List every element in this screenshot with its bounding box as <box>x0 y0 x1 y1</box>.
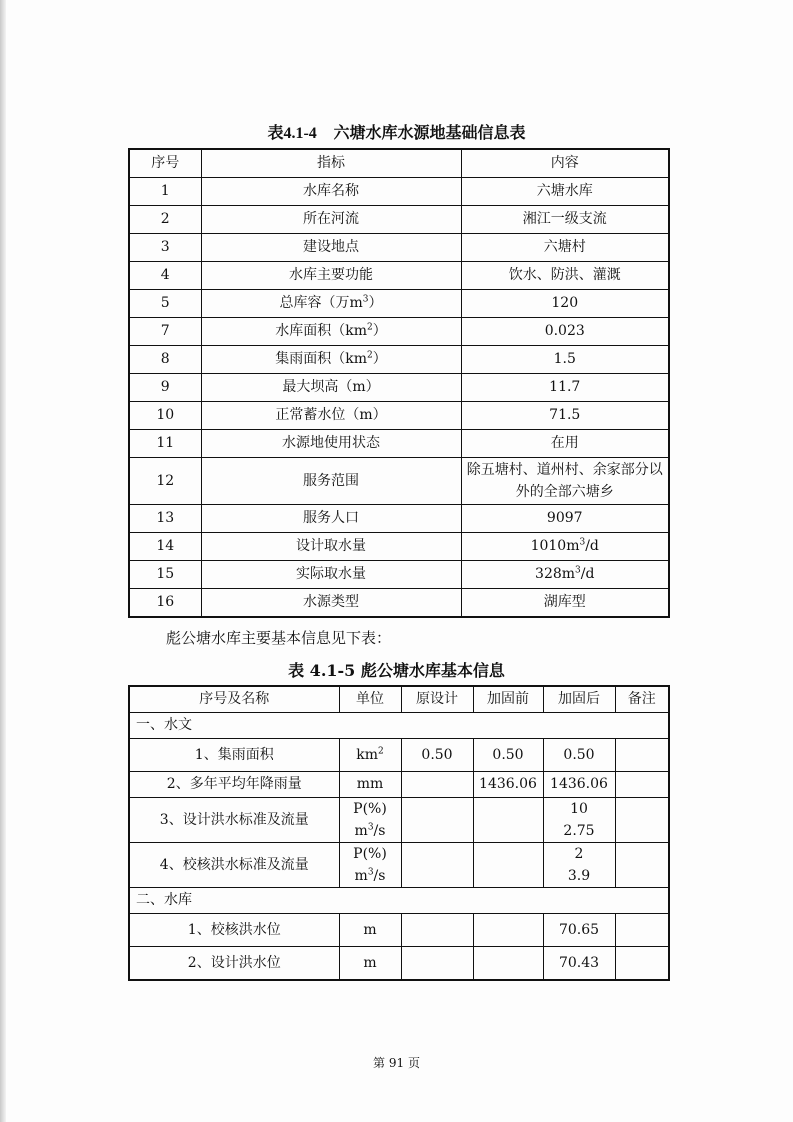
superscript: 3 <box>575 565 581 576</box>
table-row <box>129 234 669 262</box>
row-content: 饮水、防洪、灌溉 <box>461 262 669 290</box>
table-row <box>129 843 669 888</box>
unit-tail: /s <box>373 868 386 884</box>
item-text: 集雨面积（km <box>275 351 368 367</box>
row-number: 16 <box>129 589 201 618</box>
row-original <box>401 772 473 798</box>
table-row <box>129 318 669 346</box>
row-unit <box>339 739 401 772</box>
table-row <box>129 914 669 947</box>
section-row <box>129 713 669 739</box>
row-number: 2 <box>129 206 201 234</box>
row-item: 最大坝高（m） <box>201 374 461 402</box>
row-content: 120 <box>461 290 669 318</box>
content-line: 除五塘村、道州村、余家部分以 <box>466 462 663 478</box>
header-cell: 加固前 <box>473 686 543 713</box>
scan-edge-shadow <box>0 0 6 1122</box>
row-content: 湘江一级支流 <box>461 206 669 234</box>
table2-caption: 表 4.1-5 彪公塘水库基本信息 <box>288 661 505 680</box>
row-item <box>201 346 461 374</box>
header-cell: 内容 <box>461 149 669 178</box>
row-unit: mm <box>339 772 401 798</box>
table-row <box>129 430 669 458</box>
reservoir-info-table <box>128 148 670 618</box>
unit-text: m <box>354 823 368 839</box>
row-before <box>473 798 543 843</box>
row-item: 水源类型 <box>201 589 461 618</box>
table-row <box>129 206 669 234</box>
row-unit: m <box>339 947 401 981</box>
table-row <box>129 561 669 589</box>
row-original: 0.50 <box>401 739 473 772</box>
row-item: 实际取水量 <box>201 561 461 589</box>
header-cell: 原设计 <box>401 686 473 713</box>
row-content: 71.5 <box>461 402 669 430</box>
row-number: 4 <box>129 262 201 290</box>
row-number: 5 <box>129 290 201 318</box>
row-number: 9 <box>129 374 201 402</box>
section-heading: 一、水文 <box>129 713 669 739</box>
header-cell: 序号 <box>129 149 201 178</box>
row-item: 正常蓄水位（m） <box>201 402 461 430</box>
row-after: 70.65 <box>543 914 615 947</box>
row-number: 7 <box>129 318 201 346</box>
row-original <box>401 914 473 947</box>
superscript: 3 <box>367 822 374 833</box>
row-note <box>615 798 669 843</box>
row-item: 水源地使用状态 <box>201 430 461 458</box>
table-row <box>129 290 669 318</box>
row-number: 13 <box>129 505 201 533</box>
row-note <box>615 914 669 947</box>
after-line: 2.75 <box>563 823 595 839</box>
row-number: 1 <box>129 178 201 206</box>
row-before <box>473 947 543 981</box>
row-item: 服务人口 <box>201 505 461 533</box>
row-content: 湖库型 <box>461 589 669 618</box>
unit-line: P(%) <box>353 846 387 862</box>
row-number: 15 <box>129 561 201 589</box>
row-number: 14 <box>129 533 201 561</box>
row-note <box>615 947 669 981</box>
unit-line <box>342 865 399 887</box>
header-cell: 序号及名称 <box>129 686 339 713</box>
biaogongtang-info-table <box>128 685 670 981</box>
row-content: 9097 <box>461 505 669 533</box>
row-after: 0.50 <box>543 739 615 772</box>
row-content: 1.5 <box>461 346 669 374</box>
table-row <box>129 798 669 843</box>
table-row <box>129 505 669 533</box>
row-original <box>401 798 473 843</box>
row-item <box>201 290 461 318</box>
superscript: 2 <box>367 350 373 361</box>
unit-tail: /s <box>373 823 386 839</box>
row-name: 1、校核洪水位 <box>129 914 339 947</box>
row-content <box>461 533 669 561</box>
row-item: 服务范围 <box>201 458 461 505</box>
row-after <box>543 843 615 888</box>
superscript: 3 <box>579 537 586 548</box>
row-content: 11.7 <box>461 374 669 402</box>
unit-text: km <box>356 746 379 763</box>
content-line: 外的全部六塘乡 <box>515 484 614 500</box>
row-after: 1436.06 <box>543 772 615 798</box>
item-tail: ） <box>368 295 383 311</box>
content-text: 1010m <box>530 538 580 554</box>
row-name: 2、多年平均年降雨量 <box>129 772 339 798</box>
row-name: 1、集雨面积 <box>129 739 339 772</box>
row-after: 70.43 <box>543 947 615 981</box>
row-note <box>615 843 669 888</box>
superscript: 3 <box>367 867 374 878</box>
row-item: 水库名称 <box>201 178 461 206</box>
row-before: 0.50 <box>473 739 543 772</box>
table-row <box>129 374 669 402</box>
row-before <box>473 914 543 947</box>
table1-caption-title: 六塘水库水源地基础信息表 <box>333 123 526 142</box>
table-row <box>129 402 669 430</box>
header-cell: 指标 <box>201 149 461 178</box>
table-row <box>129 772 669 798</box>
table1-caption-number: 表4.1-4 <box>267 125 317 142</box>
table-row <box>129 739 669 772</box>
table-row <box>129 947 669 981</box>
row-original <box>401 947 473 981</box>
section-row <box>129 888 669 914</box>
header-cell: 加固后 <box>543 686 615 713</box>
superscript: 3 <box>362 294 369 305</box>
after-line: 3.9 <box>567 868 591 884</box>
header-cell: 单位 <box>339 686 401 713</box>
row-unit <box>339 798 401 843</box>
unit-line: P(%) <box>353 801 387 817</box>
row-name: 2、设计洪水位 <box>129 947 339 981</box>
section-heading: 二、水库 <box>129 888 669 914</box>
table-row <box>129 262 669 290</box>
row-note <box>615 739 669 772</box>
intro-paragraph: 彪公塘水库主要基本信息见下表： <box>166 629 392 647</box>
row-item <box>201 318 461 346</box>
row-after <box>543 798 615 843</box>
row-name: 3、设计洪水标准及流量 <box>129 798 339 843</box>
row-number: 11 <box>129 430 201 458</box>
row-content <box>461 561 669 589</box>
row-note <box>615 772 669 798</box>
table-header-row <box>129 686 669 713</box>
page-number: 第 91 页 <box>373 1056 420 1070</box>
row-unit: m <box>339 914 401 947</box>
row-before: 1436.06 <box>473 772 543 798</box>
after-line: 10 <box>570 801 588 817</box>
row-original <box>401 843 473 888</box>
row-number: 12 <box>129 458 201 505</box>
row-name: 4、校核洪水标准及流量 <box>129 843 339 888</box>
row-content: 0.023 <box>461 318 669 346</box>
row-number: 3 <box>129 234 201 262</box>
table-row <box>129 346 669 374</box>
table-row <box>129 178 669 206</box>
table-header-row <box>129 149 669 178</box>
item-tail: ） <box>372 323 387 339</box>
row-content <box>461 458 669 505</box>
content-tail: /d <box>585 538 599 554</box>
row-item: 水库主要功能 <box>201 262 461 290</box>
table-row <box>129 458 669 505</box>
row-item: 所在河流 <box>201 206 461 234</box>
unit-line <box>342 820 399 842</box>
content-tail: /d <box>580 566 595 582</box>
item-text: 水库面积（km <box>275 323 368 339</box>
superscript: 2 <box>378 745 384 756</box>
row-item: 建设地点 <box>201 234 461 262</box>
row-content: 六塘村 <box>461 234 669 262</box>
row-item: 设计取水量 <box>201 533 461 561</box>
row-content: 在用 <box>461 430 669 458</box>
item-tail: ） <box>372 351 387 367</box>
table1-caption <box>0 120 793 143</box>
row-number: 8 <box>129 346 201 374</box>
row-content: 六塘水库 <box>461 178 669 206</box>
unit-text: m <box>354 868 368 884</box>
row-number: 10 <box>129 402 201 430</box>
item-text: 总库容（万m <box>279 295 363 311</box>
row-before <box>473 843 543 888</box>
table-row <box>129 533 669 561</box>
content-text: 328m <box>535 566 576 582</box>
row-unit <box>339 843 401 888</box>
superscript: 2 <box>367 322 373 333</box>
table-row <box>129 589 669 618</box>
header-cell: 备注 <box>615 686 669 713</box>
after-line: 2 <box>574 846 584 862</box>
